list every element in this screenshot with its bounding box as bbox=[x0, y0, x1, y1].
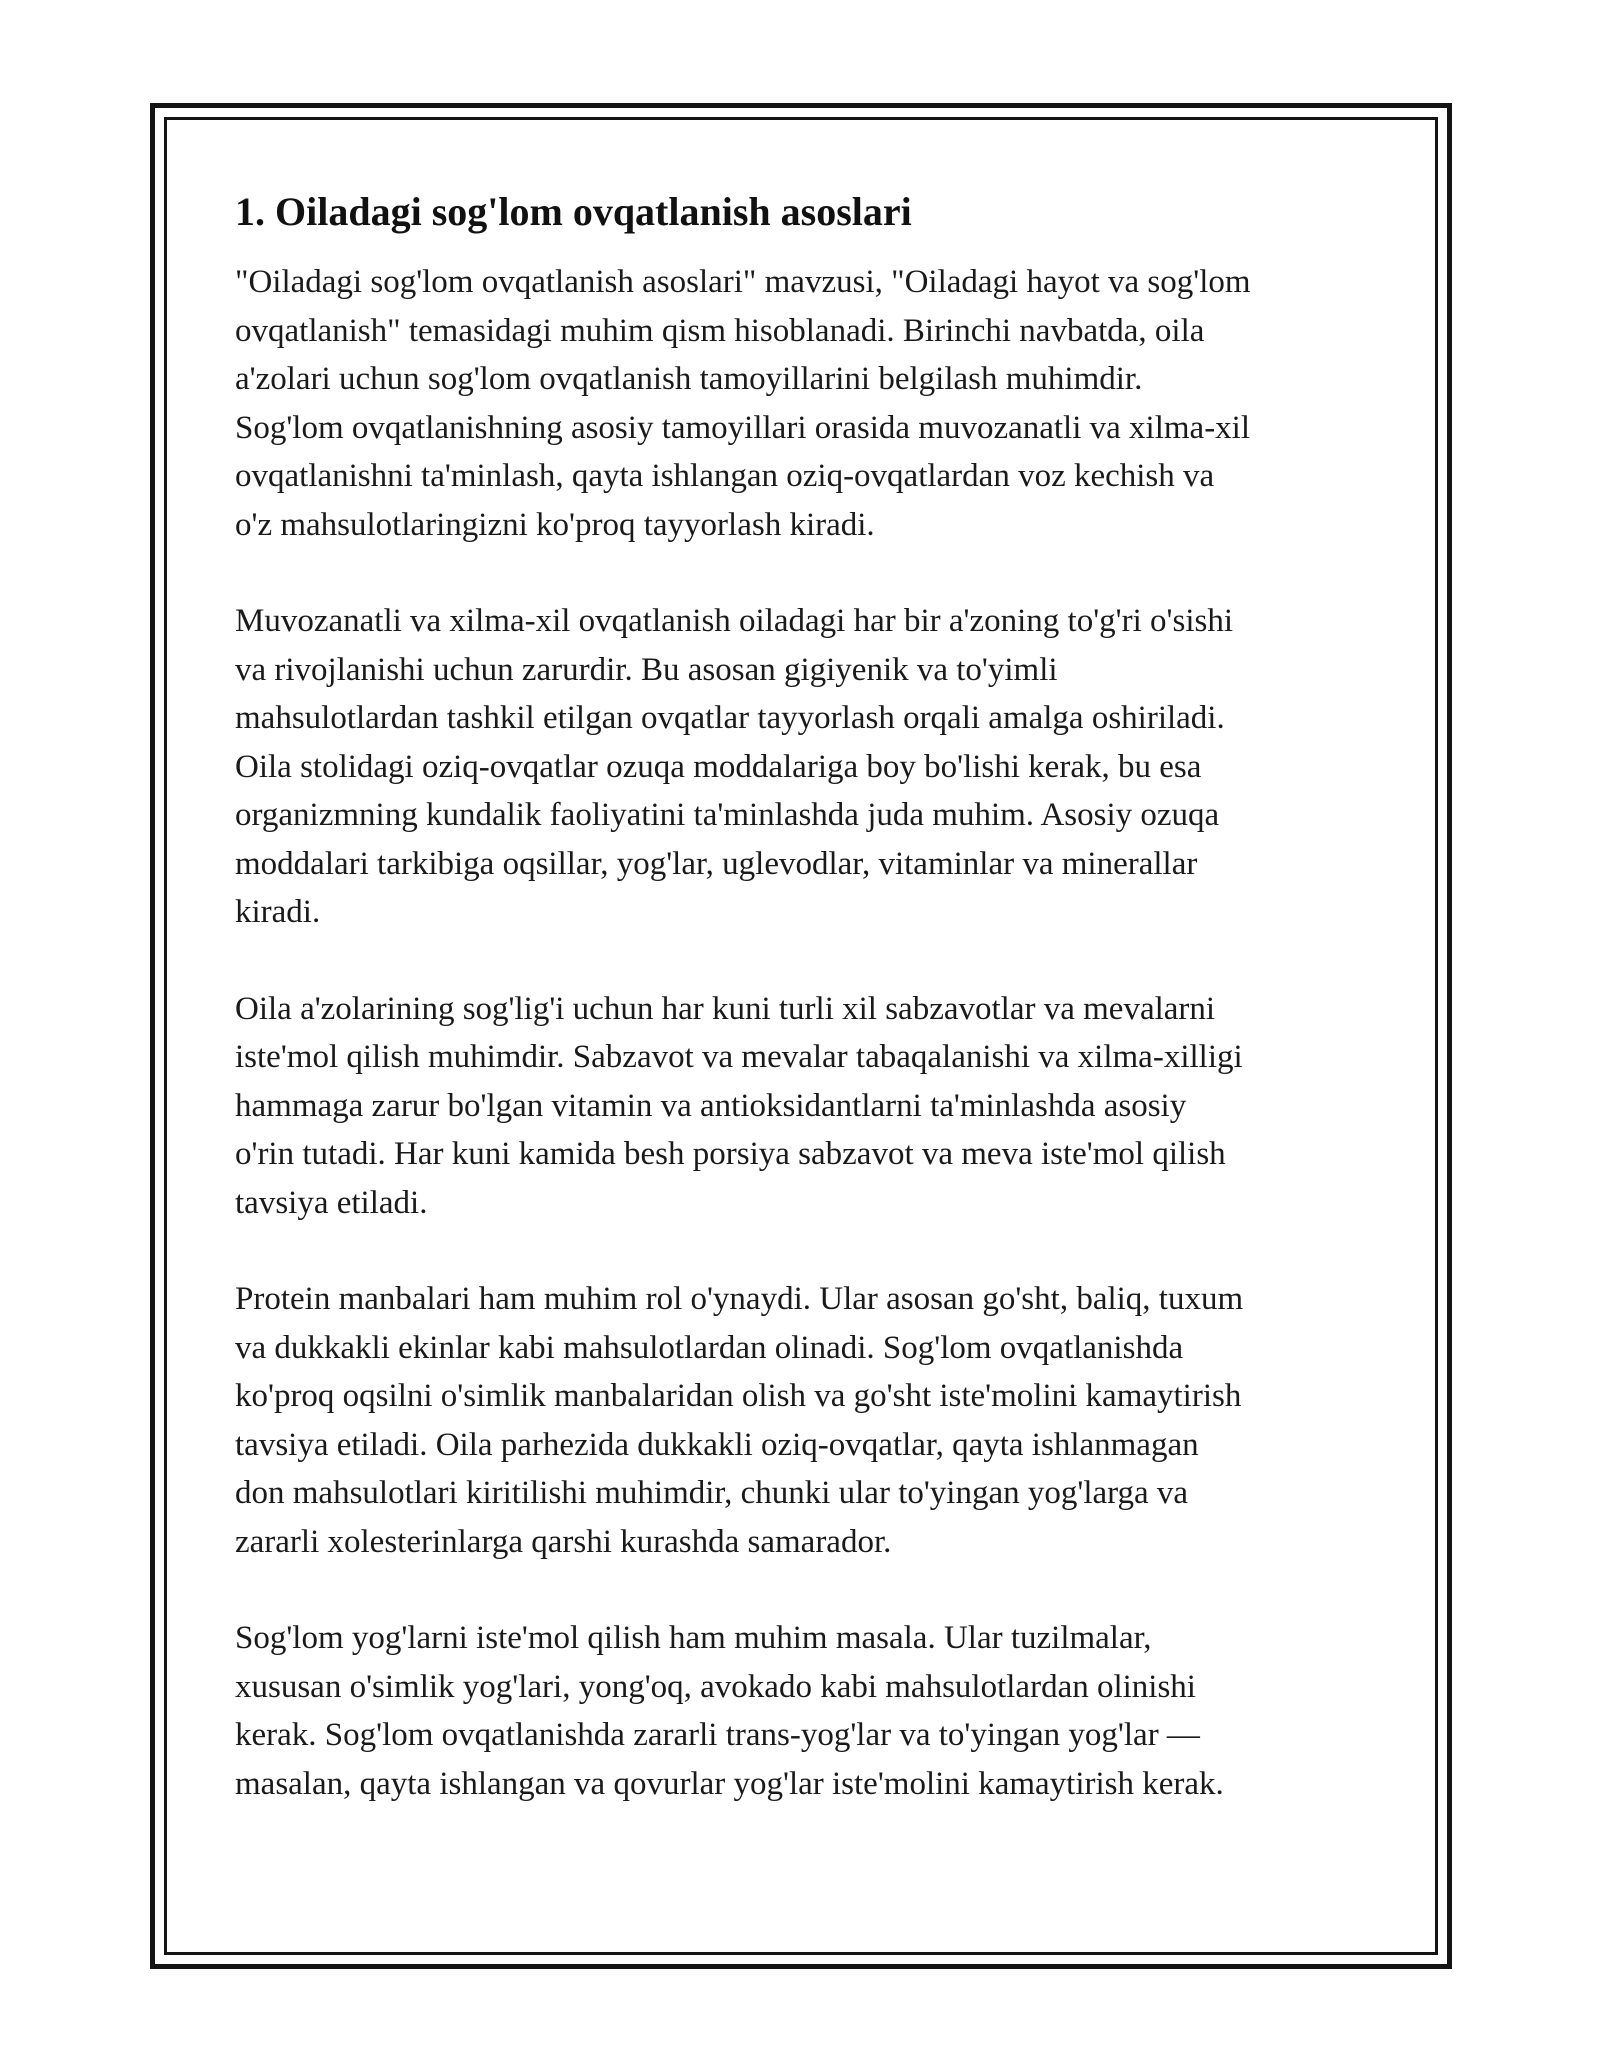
paragraph-intro: "Oiladagi sog'lom ovqatlanish asoslari" mavzusi, "Oiladagi hayot va sog'lom ovqatlanish" temasidagi muhim qism hisoblanadi. Birinchi navbatda, oila a'zolari uchun sog'lom ovqatlanish tamoyillarini belgilash muhimdir. Sog'lom ovqatlanishning asosiy tamoyillari orasida muvozanatli va xilma-xil ovqatlanishni ta'minlash, qayta ishlangan oziq-ovqatlardan voz kechish va o'z mahsulotlaringizni ko'proq tayyorlash kiradi. bbox=[235, 264, 1251, 543]
paragraph-healthy-fats: Sog'lom yog'larni iste'mol qilish ham muhim masala. Ular tuzilmalar, xususan o'simlik yog'lari, yong'oq, avokado kabi mahsulotlardan olinishi kerak. Sog'lom ovqatlanishda zararli trans-yog'lar va to'yingan yog'lar — masalan, qayta ishlangan va qovurlar yog'lar iste'molini kamaytirish kerak. bbox=[235, 1620, 1224, 1802]
section-heading: 1. Oiladagi sog'lom ovqatlanish asoslari bbox=[235, 189, 912, 234]
paragraph-balanced-diet: Muvozanatli va xilma-xil ovqatlanish oiladagi har bir a'zoning to'g'ri o'sishi va rivojlanishi uchun zarurdir. Bu asosan gigiyenik va to'yimli mahsulotlardan tashkil etilgan ovqatlar tayyorlash orqali amalga oshiriladi. Oila stolidagi oziq-ovqatlar ozuqa moddalariga boy bo'lishi kerak, bu esa organizmning kundalik faoliyatini ta'minlashda juda muhim. Asosiy ozuqa moddalari tarkibiga oqsillar, yog'lar, uglevodlar, vitaminlar va minerallar kiradi. bbox=[235, 603, 1233, 930]
paragraph-protein-sources: Protein manbalari ham muhim rol o'ynaydi. Ular asosan go'sht, baliq, tuxum va dukkakli ekinlar kabi mahsulotlardan olinadi. Sog'lom ovqatlanishda ko'proq oqsilni o'simlik manbalaridan olish va go'sht iste'molini kamaytirish tavsiya etiladi. Oila parhezida dukkakli oziq-ovqatlar, qayta ishlanmagan don mahsulotlari kiritilishi muhimdir, chunki ular to'yingan yog'larga va zararli xolesterinlarga qarshi kurashda samarador. bbox=[235, 1281, 1244, 1560]
document-body bbox=[235, 186, 1385, 1856]
paragraph-vegetables-fruits: Oila a'zolarining sog'lig'i uchun har kuni turli xil sabzavotlar va mevalarni iste'mol qilish muhimdir. Sabzavot va mevalar tabaqalanishi va xilma-xilligi hammaga zarur bo'lgan vitamin va antioksidantlarni ta'minlashda asosiy o'rin tutadi. Har kuni kamida besh porsiya sabzavot va meva iste'mol qilish tavsiya etiladi. bbox=[235, 990, 1243, 1221]
